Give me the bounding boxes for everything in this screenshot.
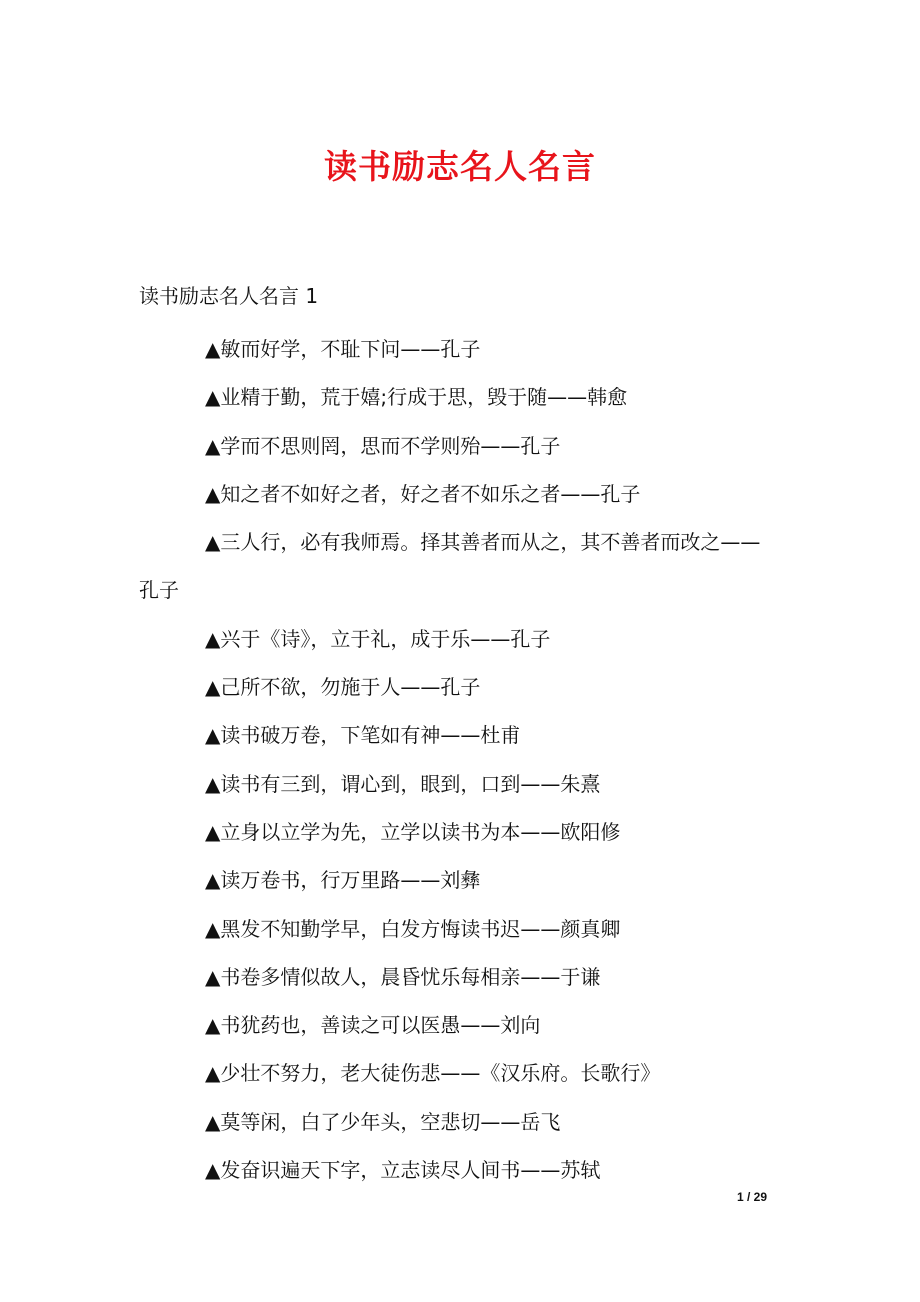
document-title: 读书励志名人名言 <box>324 147 596 186</box>
quote-item: ▲少壮不努力，老大徒伤悲——《汉乐府。长歌行》 <box>205 1061 661 1086</box>
quote-item: ▲读书破万卷，下笔如有神——杜甫 <box>205 723 521 748</box>
quote-item: ▲学而不思则罔，思而不学则殆——孔子 <box>205 433 561 458</box>
section-heading: 读书励志名人名言 1 <box>139 284 319 308</box>
quote-item: ▲书犹药也，善读之可以医愚——刘向 <box>205 1013 541 1038</box>
quote-item: ▲读书有三到，谓心到，眼到，口到——朱熹 <box>205 771 601 796</box>
page-number: 1 / 29 <box>737 1190 768 1204</box>
quote-item: ▲立身以立学为先，立学以读书为本——欧阳修 <box>205 819 621 844</box>
quote-item: ▲己所不欲，勿施于人——孔子 <box>205 675 481 700</box>
quote-item: ▲黑发不知勤学早，白发方悔读书迟——颜真卿 <box>205 916 621 941</box>
quote-item: ▲业精于勤，荒于嬉;行成于思，毁于随——韩愈 <box>205 385 628 410</box>
quote-item: ▲敏而好学，不耻下问——孔子 <box>205 337 481 361</box>
quote-item: ▲三人行，必有我师焉。择其善者而从之，其不善者而改之——孔子 <box>139 530 761 603</box>
quote-item: ▲书卷多情似故人，晨昏忧乐每相亲——于谦 <box>205 964 601 989</box>
quote-item: ▲莫等闲，白了少年头，空悲切——岳飞 <box>205 1109 561 1134</box>
quote-list <box>139 325 779 1194</box>
quote-item: ▲兴于《诗》，立于礼，成于乐——孔子 <box>205 626 551 651</box>
quote-item: ▲知之者不如好之者，好之者不如乐之者——孔子 <box>205 481 641 506</box>
quote-item: ▲发奋识遍天下字，立志读尽人间书——苏轼 <box>205 1158 601 1183</box>
quote-item: ▲读万卷书，行万里路——刘彝 <box>205 868 481 893</box>
